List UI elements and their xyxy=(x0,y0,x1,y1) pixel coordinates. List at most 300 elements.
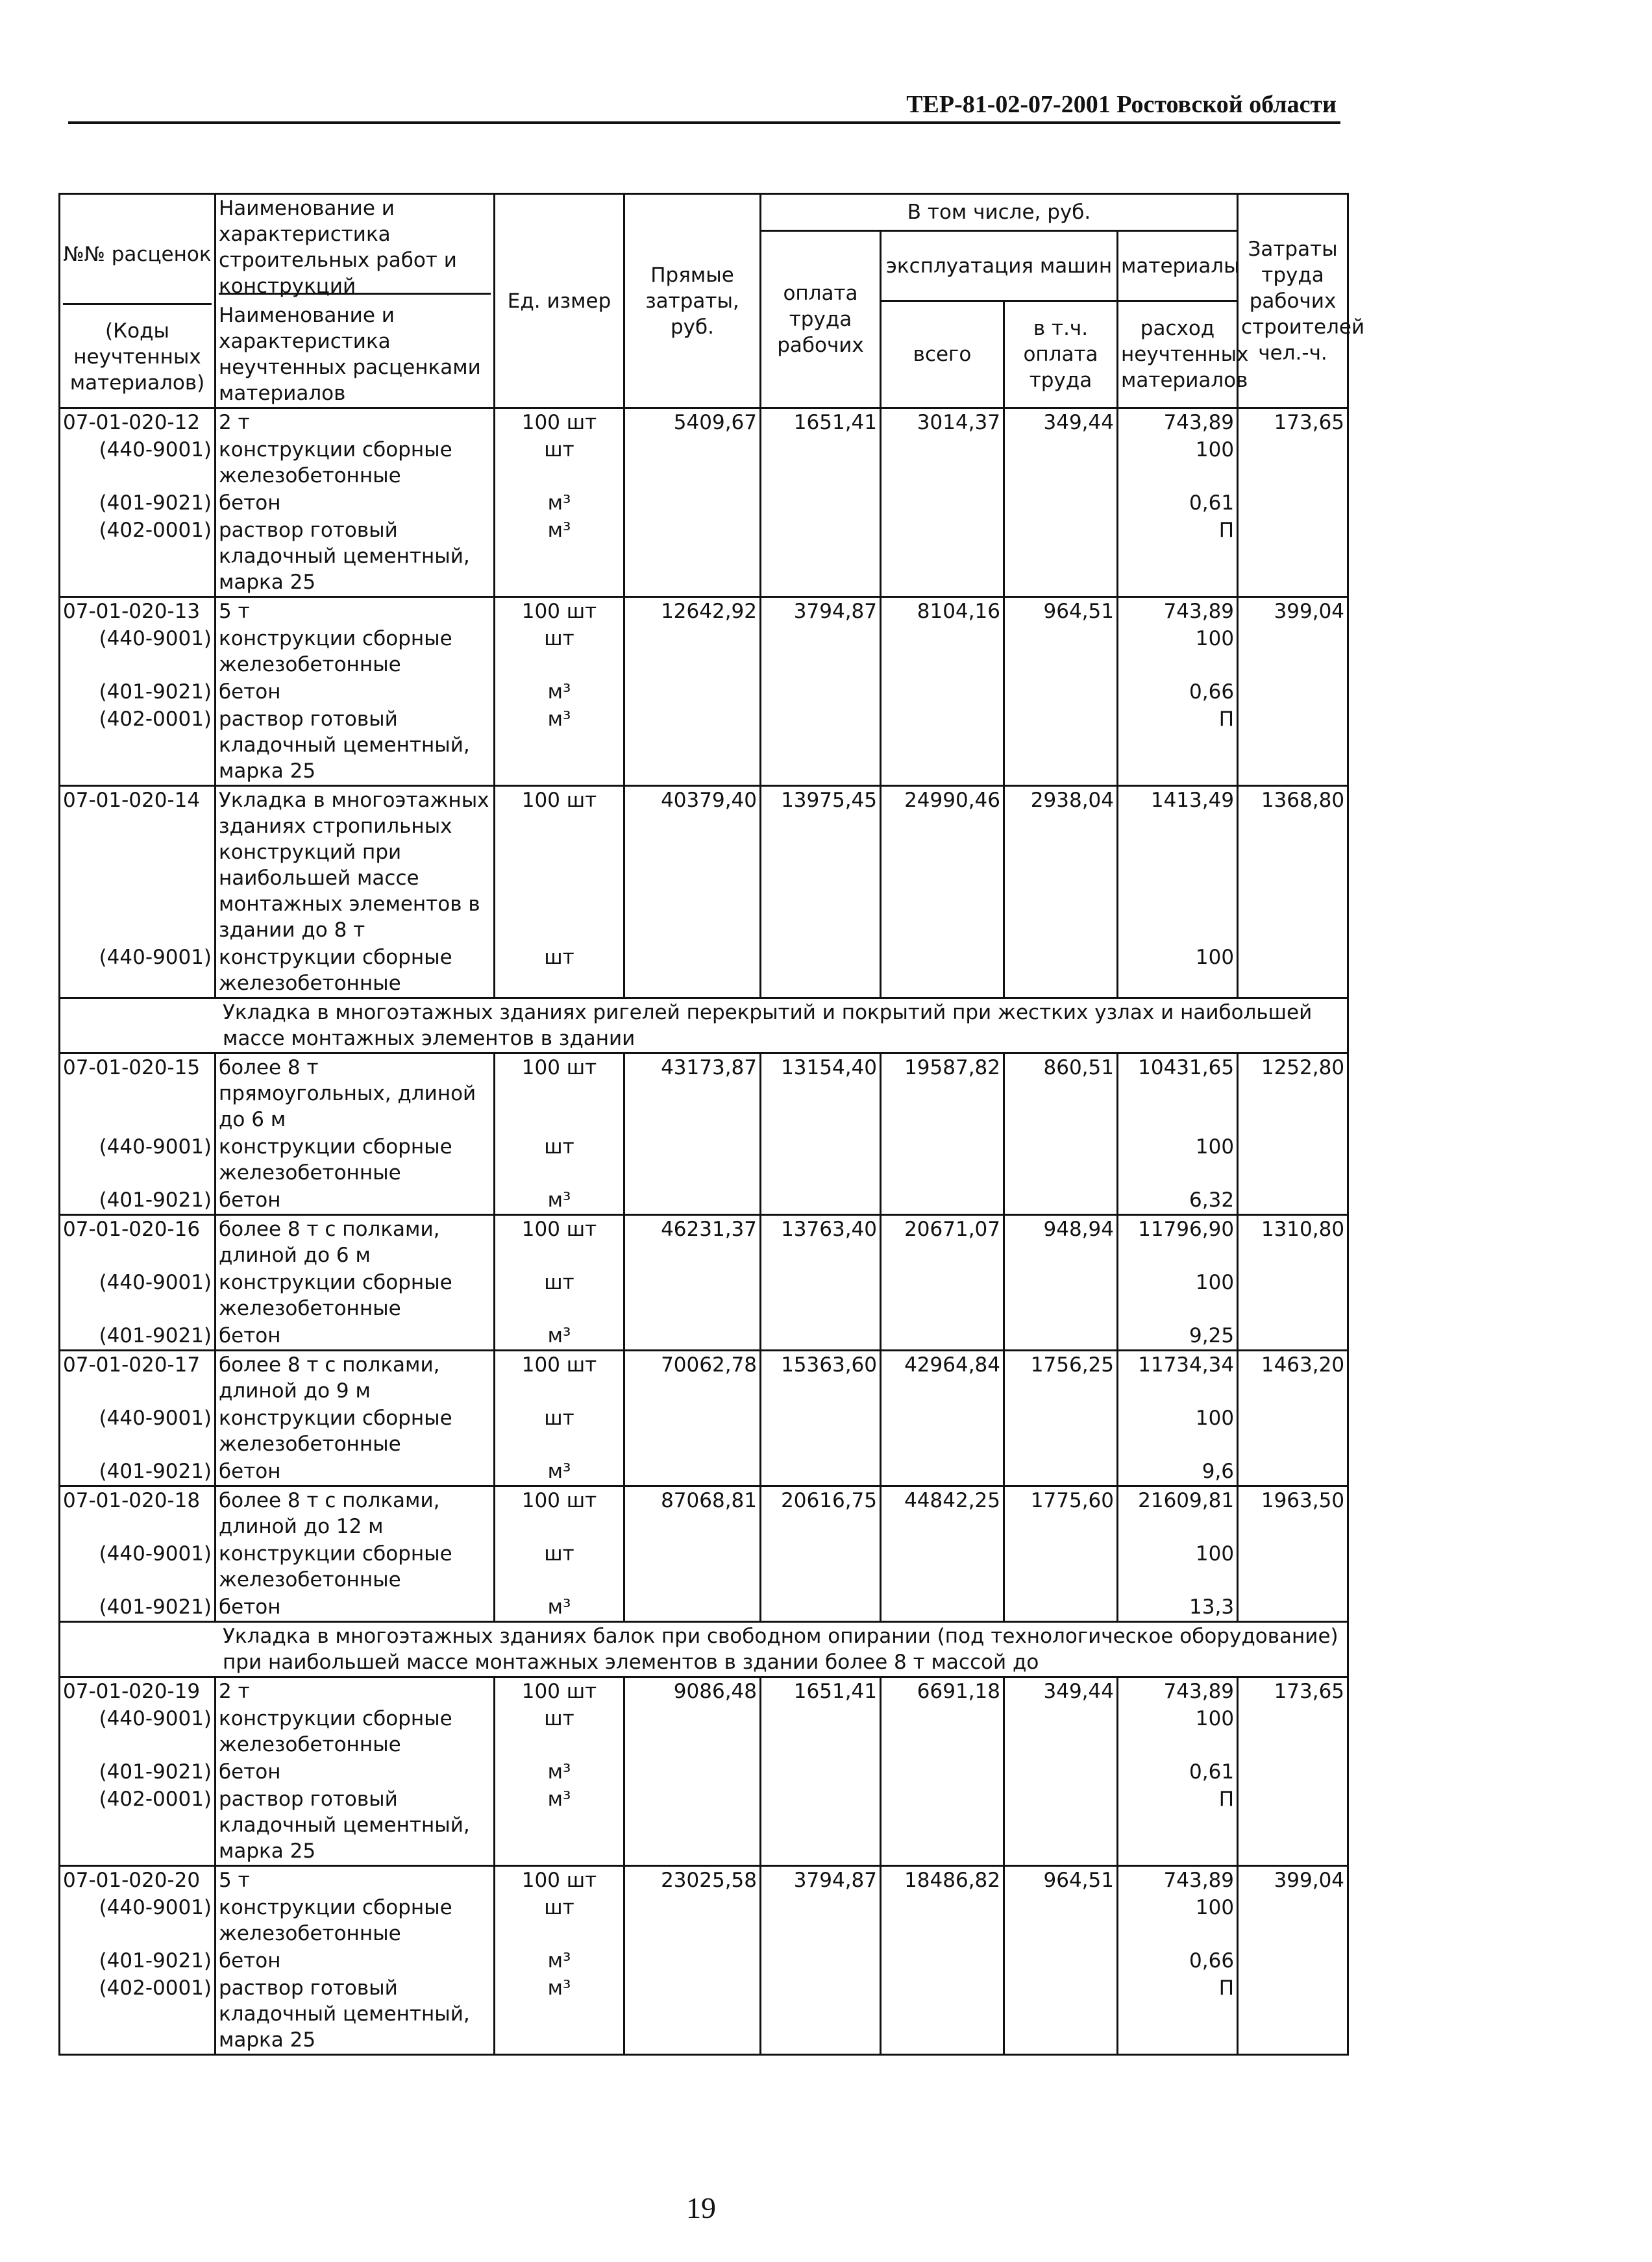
cell-code: (402-0001) xyxy=(60,1786,216,1866)
cell-mach: 20671,07 xyxy=(881,1215,1004,1270)
cell-mach_w xyxy=(1004,1133,1118,1186)
cell-direct xyxy=(624,678,761,706)
cell-name: бетон xyxy=(216,1186,495,1215)
cell-mat: 743,89 xyxy=(1118,597,1238,626)
cell-unit: м³ xyxy=(495,1322,624,1351)
cell-labor: 399,04 xyxy=(1238,1866,1348,1895)
cell-code: (401-9021) xyxy=(60,1758,216,1786)
cell-mat: 100 xyxy=(1118,1269,1238,1322)
cell-wages xyxy=(761,706,881,786)
cell-mach_w xyxy=(1004,1322,1118,1351)
cell-mach_w xyxy=(1004,1540,1118,1593)
cell-direct xyxy=(624,1269,761,1322)
materials-unaccounted-header: расход неучтенных материалов xyxy=(1118,301,1238,408)
cell-direct xyxy=(624,1705,761,1758)
cell-code: (440-9001) xyxy=(60,436,216,489)
cell-wages xyxy=(761,625,881,678)
cell-wages: 3794,87 xyxy=(761,1866,881,1895)
cell-mach_w: 2938,04 xyxy=(1004,786,1118,944)
cell-mat: 100 xyxy=(1118,1705,1238,1758)
cell-unit: 100 шт xyxy=(495,1486,624,1541)
cell-mach xyxy=(881,706,1004,786)
wages-header: оплата труда рабочих xyxy=(761,231,881,408)
cell-wages xyxy=(761,1133,881,1186)
material-row xyxy=(60,1458,1348,1486)
cell-direct xyxy=(624,436,761,489)
cell-name: 5 т xyxy=(216,597,495,626)
cell-mach xyxy=(881,1133,1004,1186)
cell-wages: 13763,40 xyxy=(761,1215,881,1270)
cell-mat: 11734,34 xyxy=(1118,1351,1238,1405)
cell-mach xyxy=(881,1758,1004,1786)
cell-mach_w xyxy=(1004,489,1118,517)
cell-direct xyxy=(624,1593,761,1622)
cell-mach xyxy=(881,1269,1004,1322)
cell-mat: 100 xyxy=(1118,625,1238,678)
cell-unit: м³ xyxy=(495,678,624,706)
cell-direct: 12642,92 xyxy=(624,597,761,626)
cell-wages xyxy=(761,1705,881,1758)
cell-name: конструкции сборные железобетонные xyxy=(216,1705,495,1758)
cell-mach_w xyxy=(1004,1269,1118,1322)
table-header xyxy=(60,194,1365,408)
cell-wages xyxy=(761,1894,881,1947)
material-row xyxy=(60,1947,1348,1974)
cell-mach xyxy=(881,1786,1004,1866)
cell-direct xyxy=(624,1758,761,1786)
cell-wages xyxy=(761,1186,881,1215)
cell-labor: 1963,50 xyxy=(1238,1486,1348,1541)
machines-wages-header: в т.ч. оплата труда xyxy=(1004,301,1118,408)
cell-unit: 100 шт xyxy=(495,597,624,626)
cell-unit: 100 шт xyxy=(495,1351,624,1405)
section-title: Укладка в многоэтажных зданиях балок при свободном опирании (под технологическое оборудование) при наибольшей массе монтажных элементов в здании более 8 т массой до xyxy=(60,1622,1348,1677)
cell-unit: шт xyxy=(495,944,624,998)
cell-code: (440-9001) xyxy=(60,1405,216,1458)
cell-code: 07-01-020-19 xyxy=(60,1677,216,1706)
cell-direct xyxy=(624,1458,761,1486)
cell-mat: 743,89 xyxy=(1118,408,1238,437)
cell-wages xyxy=(761,1758,881,1786)
cell-mat: 100 xyxy=(1118,1405,1238,1458)
cell-labor: 1463,20 xyxy=(1238,1351,1348,1405)
cell-direct xyxy=(624,1186,761,1215)
cell-code: (440-9001) xyxy=(60,1269,216,1322)
name-column-header xyxy=(216,194,495,408)
cell-wages xyxy=(761,1269,881,1322)
cell-direct: 87068,81 xyxy=(624,1486,761,1541)
cell-wages xyxy=(761,1458,881,1486)
cell-mach_w: 349,44 xyxy=(1004,1677,1118,1706)
section-title: Укладка в многоэтажных зданиях ригелей перекрытий и покрытий при жестких узлах и наибольшей массе монтажных элементов в здании xyxy=(60,998,1348,1053)
cell-code: (440-9001) xyxy=(60,625,216,678)
cell-mat: 100 xyxy=(1118,1894,1238,1947)
cell-direct: 23025,58 xyxy=(624,1866,761,1895)
cell-direct xyxy=(624,706,761,786)
material-row xyxy=(60,1758,1348,1786)
cell-wages xyxy=(761,489,881,517)
cell-mach: 3014,37 xyxy=(881,408,1004,437)
cell-mach_w xyxy=(1004,436,1118,489)
cell-mat: 100 xyxy=(1118,436,1238,489)
cell-labor xyxy=(1238,944,1348,998)
cell-mat: 9,25 xyxy=(1118,1322,1238,1351)
cell-labor xyxy=(1238,625,1348,678)
cell-unit: шт xyxy=(495,1705,624,1758)
cell-code: (402-0001) xyxy=(60,1974,216,2055)
cell-unit: шт xyxy=(495,625,624,678)
cell-wages xyxy=(761,944,881,998)
cell-unit: 100 шт xyxy=(495,408,624,437)
cell-mach xyxy=(881,1405,1004,1458)
rate-row xyxy=(60,1215,1348,1270)
cell-wages xyxy=(761,1974,881,2055)
cell-code: 07-01-020-12 xyxy=(60,408,216,437)
cell-wages xyxy=(761,436,881,489)
cell-code: (401-9021) xyxy=(60,1322,216,1351)
cell-name: конструкции сборные железобетонные xyxy=(216,1269,495,1322)
cell-unit: м³ xyxy=(495,1593,624,1622)
cell-name: бетон xyxy=(216,1458,495,1486)
name-header-bottom: Наименование и характеристика неучтенных расценками материалов xyxy=(219,304,481,405)
cell-name: более 8 т с полками, длиной до 9 м xyxy=(216,1351,495,1405)
cell-mat: 743,89 xyxy=(1118,1866,1238,1895)
cell-labor xyxy=(1238,1186,1348,1215)
cell-direct xyxy=(624,625,761,678)
cell-direct xyxy=(624,517,761,597)
cell-mat: П xyxy=(1118,706,1238,786)
cell-mach_w xyxy=(1004,1186,1118,1215)
cell-mach_w: 349,44 xyxy=(1004,408,1118,437)
cell-mach: 6691,18 xyxy=(881,1677,1004,1706)
cell-mat: 100 xyxy=(1118,1133,1238,1186)
cell-code: 07-01-020-18 xyxy=(60,1486,216,1541)
cell-code: (440-9001) xyxy=(60,1133,216,1186)
cell-labor xyxy=(1238,1758,1348,1786)
cell-name: раствор готовый кладочный цементный, марка 25 xyxy=(216,706,495,786)
cell-mach_w xyxy=(1004,1458,1118,1486)
cell-mach xyxy=(881,678,1004,706)
cell-unit: шт xyxy=(495,1269,624,1322)
cell-name: бетон xyxy=(216,1593,495,1622)
cell-name: конструкции сборные железобетонные xyxy=(216,944,495,998)
cell-mach xyxy=(881,1186,1004,1215)
material-row xyxy=(60,1974,1348,2055)
material-row xyxy=(60,517,1348,597)
cell-labor xyxy=(1238,1705,1348,1758)
material-row xyxy=(60,1894,1348,1947)
cell-name: конструкции сборные железобетонные xyxy=(216,625,495,678)
cell-name: конструкции сборные железобетонные xyxy=(216,1133,495,1186)
cell-mat: 13,3 xyxy=(1118,1593,1238,1622)
cell-wages: 20616,75 xyxy=(761,1486,881,1541)
cell-mat: 11796,90 xyxy=(1118,1215,1238,1270)
cell-code: 07-01-020-15 xyxy=(60,1053,216,1134)
cell-mach_w xyxy=(1004,1758,1118,1786)
cell-mach_w: 1756,25 xyxy=(1004,1351,1118,1405)
cell-unit: шт xyxy=(495,436,624,489)
cell-unit: м³ xyxy=(495,1186,624,1215)
cell-direct: 46231,37 xyxy=(624,1215,761,1270)
cell-name: бетон xyxy=(216,1947,495,1974)
cell-mach_w: 964,51 xyxy=(1004,1866,1118,1895)
cell-mat: П xyxy=(1118,517,1238,597)
cell-mach_w xyxy=(1004,1894,1118,1947)
material-row xyxy=(60,1186,1348,1215)
cell-mat: 0,61 xyxy=(1118,1758,1238,1786)
cell-wages: 3794,87 xyxy=(761,597,881,626)
cell-mat: 0,66 xyxy=(1118,1947,1238,1974)
cell-labor xyxy=(1238,678,1348,706)
cell-unit: м³ xyxy=(495,1786,624,1866)
cell-mach xyxy=(881,1322,1004,1351)
rate-row xyxy=(60,408,1348,437)
cell-code: (440-9001) xyxy=(60,1540,216,1593)
cell-direct xyxy=(624,1322,761,1351)
rate-row xyxy=(60,1486,1348,1541)
cell-mach_w xyxy=(1004,1405,1118,1458)
material-row xyxy=(60,1540,1348,1593)
cell-labor xyxy=(1238,1974,1348,2055)
cell-unit: м³ xyxy=(495,1758,624,1786)
cell-mach xyxy=(881,625,1004,678)
cell-mach_w xyxy=(1004,1593,1118,1622)
cell-name: более 8 т с полками, длиной до 6 м xyxy=(216,1215,495,1270)
cell-mach_w: 1775,60 xyxy=(1004,1486,1118,1541)
cell-unit: шт xyxy=(495,1133,624,1186)
including-header: В том числе, руб. xyxy=(761,194,1238,231)
cell-name: бетон xyxy=(216,1322,495,1351)
material-row xyxy=(60,1133,1348,1186)
cell-labor xyxy=(1238,1894,1348,1947)
cell-code: (440-9001) xyxy=(60,944,216,998)
cell-unit: м³ xyxy=(495,706,624,786)
cell-labor xyxy=(1238,1947,1348,1974)
cell-name: 2 т xyxy=(216,1677,495,1706)
cell-wages xyxy=(761,1540,881,1593)
cell-mach_w: 948,94 xyxy=(1004,1215,1118,1270)
material-row xyxy=(60,944,1348,998)
page-number: 19 xyxy=(686,2191,716,2224)
cell-unit: шт xyxy=(495,1405,624,1458)
cell-mach_w xyxy=(1004,706,1118,786)
cell-mach xyxy=(881,1540,1004,1593)
cell-mat: П xyxy=(1118,1974,1238,2055)
cell-mach_w xyxy=(1004,944,1118,998)
machines-total-header: всего xyxy=(881,301,1004,408)
cell-labor xyxy=(1238,517,1348,597)
cell-wages xyxy=(761,1947,881,1974)
unit-header: Ед. измер xyxy=(495,194,624,408)
cell-labor xyxy=(1238,1322,1348,1351)
material-row xyxy=(60,706,1348,786)
machines-header: эксплуатация машин xyxy=(881,231,1118,301)
cell-name: конструкции сборные железобетонные xyxy=(216,1894,495,1947)
cell-unit: 100 шт xyxy=(495,786,624,944)
cell-mach xyxy=(881,944,1004,998)
rate-row xyxy=(60,1866,1348,1895)
cell-code: (401-9021) xyxy=(60,1186,216,1215)
cell-wages xyxy=(761,1593,881,1622)
cell-unit: м³ xyxy=(495,489,624,517)
cell-mach xyxy=(881,1894,1004,1947)
cell-direct xyxy=(624,1974,761,2055)
cell-mach xyxy=(881,1974,1004,2055)
cell-name: бетон xyxy=(216,489,495,517)
cell-name: Укладка в многоэтажных зданиях стропильных конструкций при наибольшей массе монтажных элементов в здании до 8 т xyxy=(216,786,495,944)
cell-code: 07-01-020-17 xyxy=(60,1351,216,1405)
material-row xyxy=(60,489,1348,517)
cell-wages xyxy=(761,678,881,706)
document-title: ТЕР-81-02-07-2001 Ростовской области xyxy=(906,91,1337,118)
material-row xyxy=(60,1322,1348,1351)
cell-name: конструкции сборные железобетонные xyxy=(216,436,495,489)
cell-direct: 9086,48 xyxy=(624,1677,761,1706)
cell-name: бетон xyxy=(216,678,495,706)
cell-direct xyxy=(624,489,761,517)
cell-mach_w: 964,51 xyxy=(1004,597,1118,626)
cell-name: более 8 т прямоугольных, длиной до 6 м xyxy=(216,1053,495,1134)
cell-code: 07-01-020-20 xyxy=(60,1866,216,1895)
cell-code: (401-9021) xyxy=(60,1947,216,1974)
cell-unit: 100 шт xyxy=(495,1866,624,1895)
cell-labor xyxy=(1238,706,1348,786)
cell-wages xyxy=(761,1322,881,1351)
rate-row xyxy=(60,786,1348,944)
cell-mach: 18486,82 xyxy=(881,1866,1004,1895)
cell-wages: 15363,60 xyxy=(761,1351,881,1405)
cell-unit: 100 шт xyxy=(495,1677,624,1706)
cell-code: (401-9021) xyxy=(60,1593,216,1622)
cell-mat: 1413,49 xyxy=(1118,786,1238,944)
cell-wages xyxy=(761,517,881,597)
section-row xyxy=(60,998,1348,1053)
cell-mach xyxy=(881,489,1004,517)
cell-unit: м³ xyxy=(495,1947,624,1974)
cell-unit: м³ xyxy=(495,1458,624,1486)
cell-mach xyxy=(881,1458,1004,1486)
cell-labor xyxy=(1238,1458,1348,1486)
material-row xyxy=(60,1269,1348,1322)
cell-labor xyxy=(1238,1405,1348,1458)
material-row xyxy=(60,1786,1348,1866)
cell-name: более 8 т с полками, длиной до 12 м xyxy=(216,1486,495,1541)
cell-wages xyxy=(761,1405,881,1458)
rates-table xyxy=(58,193,1365,2056)
cell-mach_w xyxy=(1004,1974,1118,2055)
cell-mach: 24990,46 xyxy=(881,786,1004,944)
material-row xyxy=(60,1593,1348,1622)
cell-wages: 1651,41 xyxy=(761,408,881,437)
code-header-top: №№ расценок xyxy=(63,206,212,305)
cell-mach: 19587,82 xyxy=(881,1053,1004,1134)
cell-mat: П xyxy=(1118,1786,1238,1866)
cell-labor: 173,65 xyxy=(1238,408,1348,437)
cell-mach xyxy=(881,1947,1004,1974)
material-row xyxy=(60,1705,1348,1758)
cell-name: 5 т xyxy=(216,1866,495,1895)
cell-mat: 9,6 xyxy=(1118,1458,1238,1486)
cell-direct: 70062,78 xyxy=(624,1351,761,1405)
cell-mach_w xyxy=(1004,1947,1118,1974)
cell-code: (402-0001) xyxy=(60,706,216,786)
cell-labor: 399,04 xyxy=(1238,597,1348,626)
cell-mach_w: 860,51 xyxy=(1004,1053,1118,1134)
cell-direct xyxy=(624,1894,761,1947)
cell-direct xyxy=(624,1133,761,1186)
cell-mat: 10431,65 xyxy=(1118,1053,1238,1134)
cell-direct: 43173,87 xyxy=(624,1053,761,1134)
cell-labor xyxy=(1238,1133,1348,1186)
rate-row xyxy=(60,1053,1348,1134)
cell-direct xyxy=(624,1540,761,1593)
cell-mach xyxy=(881,1705,1004,1758)
section-row xyxy=(60,1622,1348,1677)
cell-unit: шт xyxy=(495,1540,624,1593)
cell-labor: 1368,80 xyxy=(1238,786,1348,944)
cell-mach_w xyxy=(1004,1705,1118,1758)
cell-mat: 743,89 xyxy=(1118,1677,1238,1706)
cell-wages: 13975,45 xyxy=(761,786,881,944)
direct-cost-header: Прямые затраты, руб. xyxy=(624,194,761,408)
cell-name: бетон xyxy=(216,1758,495,1786)
cell-code: (440-9001) xyxy=(60,1705,216,1758)
cell-direct: 5409,67 xyxy=(624,408,761,437)
cell-mat: 100 xyxy=(1118,1540,1238,1593)
materials-header: материалы xyxy=(1118,231,1238,301)
cell-unit: м³ xyxy=(495,1974,624,2055)
cell-labor: 1252,80 xyxy=(1238,1053,1348,1134)
cell-mach: 42964,84 xyxy=(881,1351,1004,1405)
cell-labor xyxy=(1238,436,1348,489)
name-header-top: Наименование и характеристика строительных работ и конструкций xyxy=(219,195,491,295)
cell-code: 07-01-020-16 xyxy=(60,1215,216,1270)
cell-mach_w xyxy=(1004,517,1118,597)
cell-labor: 1310,80 xyxy=(1238,1215,1348,1270)
cell-mach: 44842,25 xyxy=(881,1486,1004,1541)
cell-mach_w xyxy=(1004,678,1118,706)
cell-name: раствор готовый кладочный цементный, марка 25 xyxy=(216,517,495,597)
cell-wages: 13154,40 xyxy=(761,1053,881,1134)
page-header xyxy=(68,88,1340,124)
cell-name: 2 т xyxy=(216,408,495,437)
material-row xyxy=(60,1405,1348,1458)
cell-direct xyxy=(624,1947,761,1974)
cell-direct: 40379,40 xyxy=(624,786,761,944)
material-row xyxy=(60,625,1348,678)
cell-mach: 8104,16 xyxy=(881,597,1004,626)
cell-name: конструкции сборные железобетонные xyxy=(216,1540,495,1593)
cell-code: (440-9001) xyxy=(60,1894,216,1947)
table-body xyxy=(60,408,1348,2055)
cell-mach xyxy=(881,517,1004,597)
cell-mach xyxy=(881,1593,1004,1622)
cell-unit: 100 шт xyxy=(495,1053,624,1134)
cell-mat: 0,61 xyxy=(1118,489,1238,517)
cell-direct xyxy=(624,944,761,998)
cell-name: конструкции сборные железобетонные xyxy=(216,1405,495,1458)
cell-mat: 0,66 xyxy=(1118,678,1238,706)
code-header-bottom: (Коды неучтенных материалов) xyxy=(69,319,205,395)
cell-mat: 6,32 xyxy=(1118,1186,1238,1215)
rate-row xyxy=(60,1351,1348,1405)
cell-labor xyxy=(1238,1540,1348,1593)
cell-labor xyxy=(1238,489,1348,517)
material-row xyxy=(60,678,1348,706)
cell-direct xyxy=(624,1786,761,1866)
rate-row xyxy=(60,1677,1348,1706)
cell-code: (401-9021) xyxy=(60,489,216,517)
